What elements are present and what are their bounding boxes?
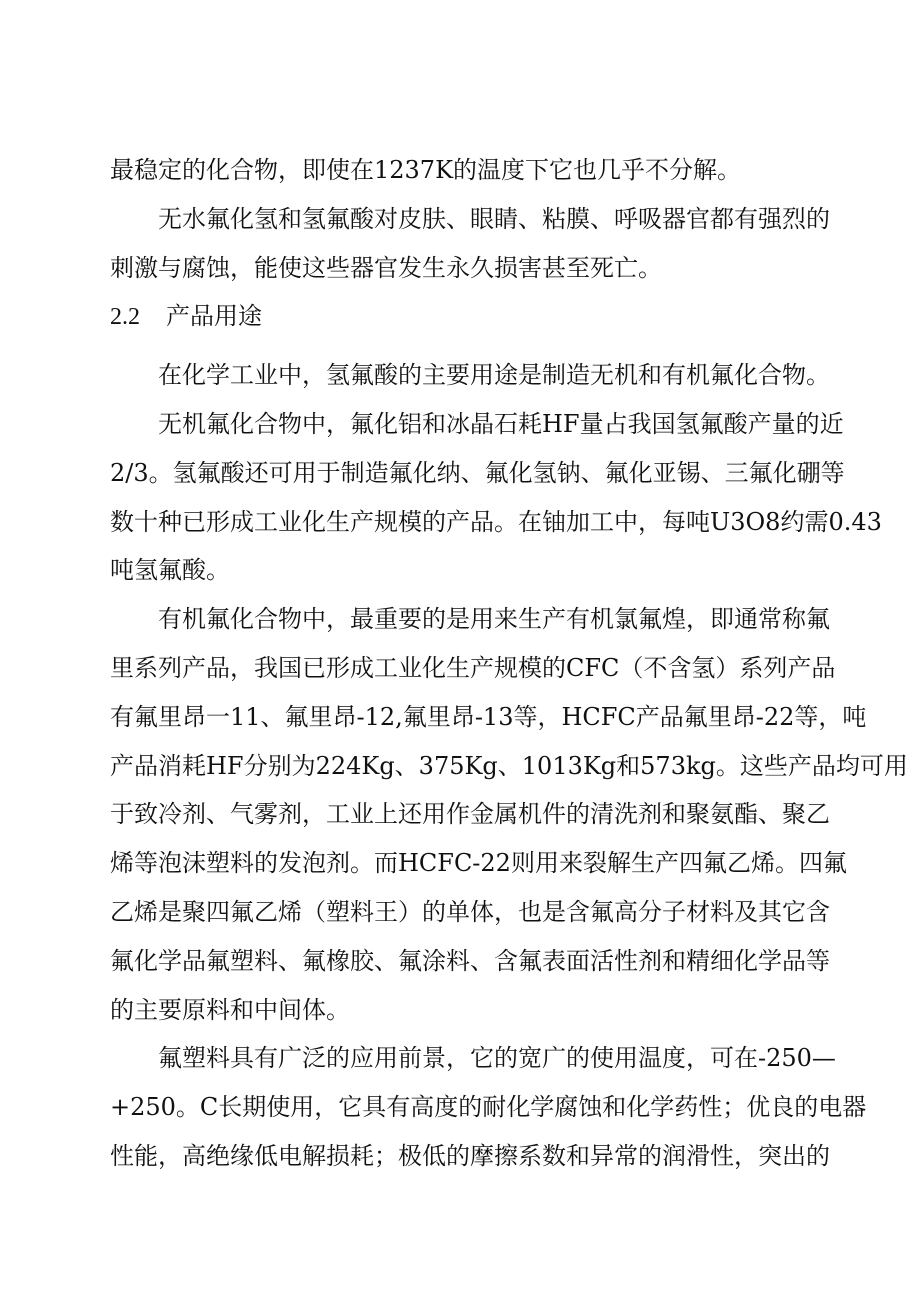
text-line: 于致冷剂、气雾剂，工业上还用作金属机件的清洗剂和聚氨酯、聚乙 <box>110 800 830 829</box>
text-line: 氟塑料具有广泛的应用前景，它的宽广的使用温度，可在-250— <box>158 1044 836 1073</box>
text-line: 数十种已形成工业化生产规模的产品。在铀加工中，每吨U3O8约需0.43 <box>110 507 882 536</box>
paragraph-stability <box>110 146 812 195</box>
text-line: 烯等泡沫塑料的发泡剂。而HCFC-22则用来裂解生产四氟乙烯。四氟 <box>110 849 847 878</box>
paragraph-toxicity <box>110 195 830 293</box>
paragraph-main-use <box>110 351 830 400</box>
text-line: 乙烯是聚四氟乙烯（塑料王）的单体，也是含氟高分子材料及其它含 <box>110 897 830 926</box>
text-line: +250。C长期使用，它具有高度的耐化学腐蚀和化学药性；优良的电器 <box>110 1093 867 1122</box>
text-line: 在化学工业中，氢氟酸的主要用途是制造无机和有机氟化合物。 <box>158 361 830 390</box>
text-line: 的主要原料和中间体。 <box>110 995 350 1024</box>
text-line: 无水氟化氢和氢氟酸对皮肤、眼睛、粘膜、呼吸器官都有强烈的 <box>158 204 830 233</box>
text-line: 产品消耗HF分别为224Kg、375Kg、1013Kg和573kg。这些产品均可用 <box>110 751 908 780</box>
section-heading <box>110 292 812 341</box>
section-title: 产品用途 <box>166 302 262 331</box>
spacer <box>110 341 812 351</box>
text-line: 氟化学品氟塑料、氟橡胶、氟涂料、含氟表面活性剂和精细化学品等 <box>110 946 830 975</box>
text-line: 最稳定的化合物，即使在1237K的温度下它也几乎不分解。 <box>110 156 742 184</box>
document-body <box>110 146 908 1181</box>
text-line: 性能，高绝缘低电解损耗；极低的摩擦系数和异常的润滑性，突出的 <box>110 1141 830 1170</box>
text-line: 里系列产品，我国已形成工业化生产规模的CFC（不含氢）系列产品 <box>110 653 836 682</box>
paragraph-inorganic <box>110 400 882 595</box>
text-line: 有机氟化合物中，最重要的是用来生产有机氯氟煌，即通常称氟 <box>158 605 830 634</box>
text-line: 刺激与腐蚀，能使这些器官发生永久损害甚至死亡。 <box>110 253 662 282</box>
text-line: 2/3。氢氟酸还可用于制造氟化纳、氟化氢钠、氟化亚锡、三氟化硼等 <box>110 458 845 487</box>
paragraph-organic <box>110 595 908 1034</box>
text-line: 吨氢氟酸。 <box>110 556 230 585</box>
text-line: 无机氟化合物中，氟化铝和冰晶石耗HF量占我国氢氟酸产量的近 <box>158 409 844 438</box>
section-number: 2.2 <box>110 304 140 331</box>
paragraph-fluoroplastic <box>110 1034 867 1180</box>
text-line: 有氟里昂一11、氟里昂-12,氟里昂-13等，HCFC产品氟里昂-22等，吨 <box>110 702 867 731</box>
